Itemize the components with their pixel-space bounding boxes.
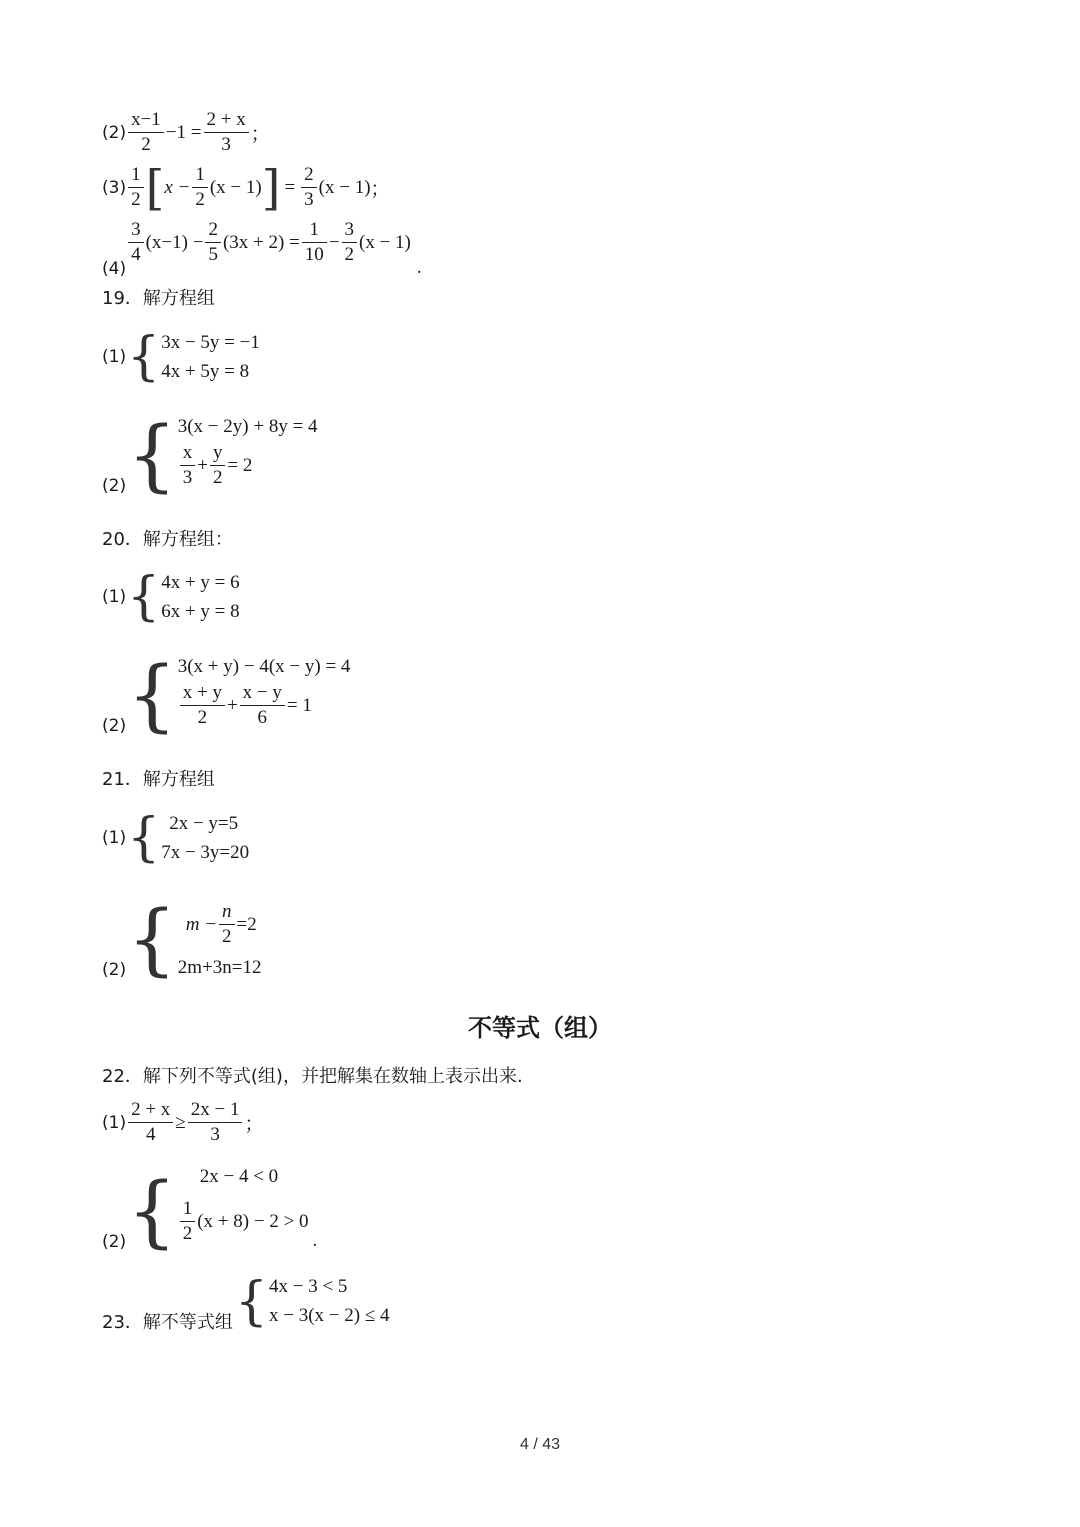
equation-line: 3x − 5y = −1 [161, 332, 260, 353]
q22-part1 [102, 1098, 263, 1147]
q18-part3 [102, 159, 390, 216]
plus-sign: + [226, 694, 238, 716]
equation-text: m − [185, 913, 218, 935]
numerator: 2 [205, 218, 221, 243]
equation-system [161, 568, 239, 626]
equation-line: 2x − y=5 [169, 813, 239, 834]
fraction [302, 218, 327, 267]
left-brace: { [127, 651, 177, 741]
equation-line: 4x + y = 6 [161, 572, 240, 593]
fraction [219, 900, 235, 949]
equation-text: (x−1) − [145, 231, 204, 253]
equals-sign: = [284, 176, 296, 198]
left-brace: { [127, 567, 161, 627]
numerator: 1 [128, 163, 144, 188]
equation-text: (x − 1) [209, 176, 262, 198]
q20-part1 [102, 568, 240, 626]
numerator: x−1 [128, 108, 164, 133]
denominator: 2 [212, 467, 223, 488]
numerator: 1 [192, 163, 208, 188]
part-label: (1) [102, 587, 127, 607]
equation-line: 2m+3n=12 [177, 957, 262, 978]
inequality-system [269, 1272, 390, 1330]
q22-part2 [102, 1162, 318, 1257]
fraction [205, 218, 221, 267]
part-label: (2) [102, 476, 127, 496]
equation-text: (x − 1) [359, 231, 411, 253]
left-brace: { [127, 895, 177, 985]
part-label: (2) [102, 716, 127, 736]
equation-line: 3(x − 2y) + 8y = 4 [177, 416, 318, 437]
fraction [180, 681, 225, 730]
fraction [301, 163, 317, 212]
page-number: 4 / 43 [519, 1436, 561, 1453]
question-title: 19．解方程组 [102, 288, 215, 309]
question-title: 22．解下列不等式(组)，并把解集在数轴上表示出来. [102, 1066, 523, 1087]
punctuation: ； [370, 179, 390, 200]
plus-sign: + [197, 454, 208, 476]
equation-system [178, 652, 351, 738]
denominator: 5 [208, 244, 218, 265]
equation-text: = 2 [227, 454, 253, 476]
inequality-line: 2x − 4 < 0 [199, 1166, 279, 1187]
numerator: 3 [342, 218, 358, 243]
equation-text: x − [164, 176, 191, 198]
inequality-line [178, 1197, 309, 1246]
section-heading: 不等式（组） [468, 1014, 612, 1042]
numerator: 3 [128, 218, 144, 243]
denominator: 2 [195, 189, 205, 210]
part-label: (2) [102, 960, 127, 980]
denominator: 2 [182, 1223, 193, 1244]
numerator: 2 [301, 163, 317, 188]
inequality-sign: ≥ [175, 1111, 186, 1133]
right-bracket: ] [261, 159, 281, 216]
numerator: 1 [302, 218, 327, 243]
numerator: x + y [180, 681, 225, 706]
q23 [102, 1272, 390, 1336]
equation-line [178, 441, 318, 490]
fraction [180, 441, 196, 490]
q19-part2 [102, 411, 318, 501]
punctuation: ； [250, 124, 270, 145]
part-label: (1) [102, 1112, 127, 1133]
part-label: (1) [102, 828, 127, 848]
equation-line [178, 681, 351, 730]
fraction [342, 218, 358, 267]
numerator: 2 + x [128, 1098, 173, 1123]
denominator: 2 [222, 926, 232, 947]
fraction [128, 218, 144, 267]
inequality-system [178, 1162, 309, 1254]
equation-body [126, 218, 411, 267]
punctuation: . [416, 257, 422, 278]
fraction [128, 108, 164, 157]
fraction [240, 681, 285, 730]
fraction [128, 163, 144, 212]
numerator: 1 [180, 1197, 196, 1222]
equation-line: 3(x + y) − 4(x − y) = 4 [177, 656, 351, 677]
left-brace: { [127, 808, 161, 868]
inequality-line: x − 3(x − 2) ≤ 4 [269, 1305, 390, 1326]
equation-line [178, 900, 262, 949]
part-label: (3) [102, 177, 127, 198]
minus-sign: − [328, 231, 340, 253]
left-brace: { [127, 411, 177, 501]
numerator: y [210, 441, 226, 466]
q18-part4 [102, 218, 422, 281]
fraction [128, 1098, 173, 1147]
equation-line: 4x + 5y = 8 [161, 361, 250, 382]
denominator: 2 [141, 134, 151, 155]
denominator: 10 [304, 244, 324, 265]
equation-line: 7x − 3y=20 [161, 842, 250, 863]
numerator: x − y [240, 681, 285, 706]
q20-part2 [102, 651, 351, 741]
question-title: 21．解方程组 [102, 769, 215, 790]
denominator: 4 [131, 244, 141, 265]
fraction [180, 1197, 196, 1246]
part-label: (2) [102, 122, 127, 143]
equation-text: =2 [236, 913, 257, 935]
part-label: (2) [102, 1232, 127, 1252]
fraction [210, 441, 226, 490]
equation-system [178, 900, 262, 982]
fraction [204, 108, 249, 157]
question-title: 20．解方程组： [102, 529, 233, 550]
punctuation: ； [244, 1114, 264, 1135]
fraction [192, 163, 208, 212]
q21-part2 [102, 895, 262, 985]
left-brace: { [234, 1272, 268, 1332]
q19-part1 [102, 328, 260, 386]
denominator: 2 [131, 189, 141, 210]
equation-system [161, 328, 260, 386]
equation-text: (x − 1) [318, 176, 371, 198]
equation-line: 6x + y = 8 [161, 601, 240, 622]
denominator: 6 [257, 707, 268, 728]
q18-part2 [102, 108, 270, 157]
numerator: x [180, 441, 196, 466]
left-bracket: [ [145, 159, 165, 216]
left-brace: { [127, 1167, 177, 1257]
numerator: 2x − 1 [188, 1098, 243, 1123]
part-label: (1) [102, 347, 127, 367]
left-brace: { [127, 327, 161, 387]
part-label: (4) [102, 259, 127, 279]
denominator: 2 [197, 707, 208, 728]
numerator: n [219, 900, 235, 925]
denominator: 3 [182, 467, 193, 488]
inequality-text: (x + 8) − 2 > 0 [197, 1210, 309, 1232]
inequality-line: 4x − 3 < 5 [269, 1276, 348, 1297]
question-title: 23．解不等式组 [102, 1312, 233, 1333]
equation-system [178, 412, 318, 498]
denominator: 2 [344, 244, 354, 265]
denominator: 3 [221, 134, 231, 155]
fraction [188, 1098, 243, 1147]
denominator: 3 [304, 189, 314, 210]
equation-text: = 1 [286, 694, 312, 716]
equation-text: −1 = [165, 121, 202, 143]
denominator: 4 [145, 1124, 156, 1145]
equation-system [161, 809, 249, 867]
numerator: 2 + x [204, 108, 249, 133]
punctuation: . [312, 1230, 318, 1251]
denominator: 3 [210, 1124, 220, 1145]
q21-part1 [102, 809, 249, 867]
equation-text: (3x + 2) = [222, 231, 300, 253]
